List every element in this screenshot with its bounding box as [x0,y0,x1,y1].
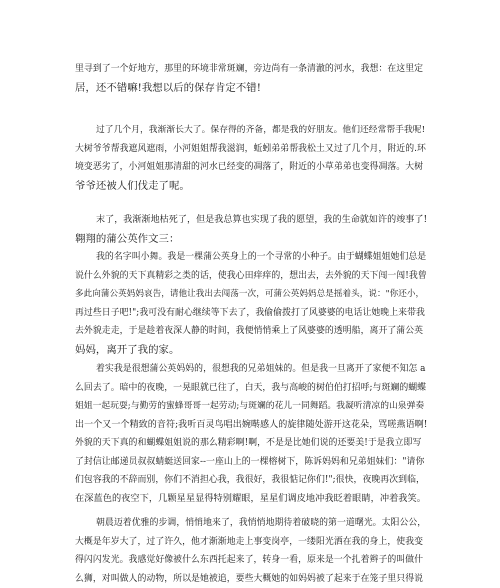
text-line: 着实我是很想蒲公英妈妈的，很想我的兄弟姐妹的。但是我一旦离开了家便不知怎 a [75,360,427,379]
paragraph-3 [75,211,427,359]
text-line: 境变恶劣了，小河姐姐那清甜的河水已经变的凋落了，附近的小草弟弟也变得凋落。大树 [75,158,427,177]
text-line: 过了几个月，我渐渐长大了。保存得的齐备，都是我的好朋友。他们还经常帮手我呢! [75,121,427,140]
paragraph-4 [75,360,427,508]
text-line: 大概是年岁大了，过了许久，他才渐渐地走上事变岗亭，一缕阳光洒在我的身上，使我变 [75,533,427,552]
text-line: 多此向蒲公英妈妈哀告，请他让我出去闯荡一次，可蒲公英妈妈总是摇着头，说："你还小， [75,285,427,304]
text-line: 去外貌走走，于是趁着夜深人静的时间，我便悄悄乘上了风婆婆的透明船，离开了蒲公英 [75,322,427,341]
text-line: 朝晨迈着优雅的步调，悄悄地来了，我悄悄地期待着破晓的第一道曙光。太阳公公， [75,514,427,533]
paragraph-5 [75,514,427,588]
text-line: 在深蓝色的夜空下，几颗星星显得特别耀眼，星星们调皮地冲我眨着眼睛，冲着我笑。 [75,490,427,509]
text-line: 得闪闪发光。我感觉好像被什么东西托起来了，转身一看，原来是一个扎着辫子的叫做什 [75,551,427,570]
essay-heading: 翱翔的蒲公英作文三： [75,230,427,249]
paragraph-2 [75,121,427,195]
text-line: 我的名字叫小舞。我是一棵蒲公英身上的一个寻常的小种子。由于蝴蝶姐姐她们总是 [75,248,427,267]
text-line: 大树爷爷帮我遮风遮雨，小河姐姐帮我滋润，蚯蚓弟弟帮我松土又过了几个月，附近的.环 [75,140,427,159]
text-line: 末了，我渐渐地枯死了，但是我总算也实现了我的愿望，我的生命就如许的竣事了! [75,211,427,230]
text-line: 爷爷还被人们伐走了呢。 [75,177,427,196]
text-line: 再过些日子吧!";我可没有耐心继续等下去了，我偷偷拨打了风婆婆的电话让她晚上来带我 [75,304,427,323]
text-line: 妈妈，离开了我的家。 [75,341,427,360]
paragraph-1 [75,60,427,97]
text-line: 出一个又一个精致的音符;我听百灵鸟唱出婉啭感人的旋律随处游开这花朵，骂嗟燕语啊! [75,416,427,435]
text-line: 里寻到了一个好地方，那里的环境非常斑斓，旁边尚有一条清澈的河水，我想：在这里定 [75,60,427,79]
text-line: 外貌的天下真的和蝴蝶姐姐说的那么精彩啊!啊，不是是比她们说的还要美!于是我立即写 [75,434,427,453]
text-line: 姐姐一起玩耍;与勤劳的蜜蜂哥哥一起劳动;与斑斓的花儿一同舞蹈。我凝听清凉的山泉弹奏 [75,397,427,416]
text-line: 了封信让邮递员叔叔蜻蜓送回家--一座山上的一棵榕树下，陈诉妈妈和兄弟姐妹们："请你 [75,453,427,472]
text-line: 么回去了。暗中的夜晚，一晃眼就已往了，白天，我与高峻的树伯伯打招呼;与斑斓的蝴蝶 [75,379,427,398]
text-line: 说什么外貌的天下真精彩之类的话，使我心田痒痒的，想出去，去外貌的天下闯一闯!我曾 [75,267,427,286]
text-line: 们包容我的不辞而别，你们不消担心我，我很好，我很惦记你们!";很快，夜晚再次到临， [75,471,427,490]
text-line: 么狮，对叫做人的动物，所以是她被追，要些大概她的如妈妈被了起来于在笼子里只得说 [75,570,427,588]
text-line: 居，还不错嘛!我想以后的保存肯定不错! [75,79,427,98]
